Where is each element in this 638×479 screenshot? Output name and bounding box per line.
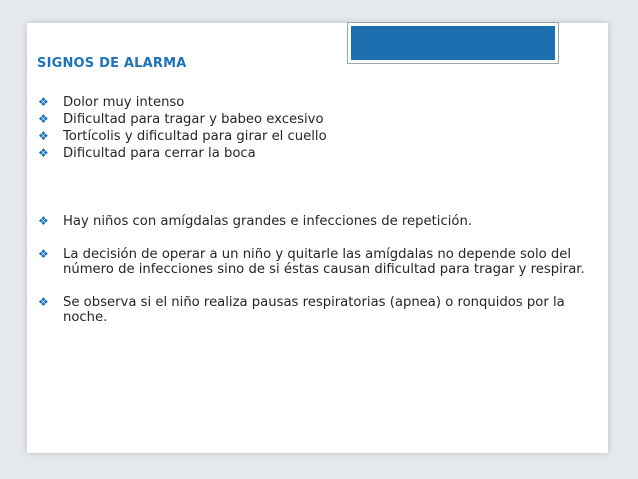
slide bbox=[27, 23, 608, 453]
list-item bbox=[37, 295, 602, 325]
list-item bbox=[37, 146, 327, 161]
list-item bbox=[37, 112, 327, 127]
list-item-text: Hay niños con amígdalas grandes e infecciones de repetición. bbox=[63, 214, 472, 229]
diamond-bullet-icon: ❖ bbox=[38, 129, 49, 143]
list-item bbox=[37, 129, 327, 144]
diamond-bullet-icon: ❖ bbox=[38, 95, 49, 109]
decorative-header-block bbox=[348, 23, 558, 63]
list-item-text: Se observa si el niño realiza pausas respiratorias (apnea) o ronquidos por la noche. bbox=[63, 295, 565, 325]
slide-title: SIGNOS DE ALARMA bbox=[37, 56, 187, 71]
diamond-bullet-icon: ❖ bbox=[38, 295, 49, 309]
list-item bbox=[37, 247, 602, 277]
list-item bbox=[37, 95, 327, 110]
diamond-bullet-icon: ❖ bbox=[38, 247, 49, 261]
list-item-text: Tortícolis y dificultad para girar el cuello bbox=[63, 129, 327, 144]
notes-list bbox=[37, 214, 602, 343]
list-item bbox=[37, 214, 602, 229]
list-item-text: Dificultad para cerrar la boca bbox=[63, 146, 256, 161]
diamond-bullet-icon: ❖ bbox=[38, 112, 49, 126]
list-item-text: Dificultad para tragar y babeo excesivo bbox=[63, 112, 324, 127]
list-item-text: La decisión de operar a un niño y quitarle las amígdalas no depende solo del número de infecciones sino de si éstas causan dificultad para tragar y respirar. bbox=[63, 247, 585, 277]
list-item-text: Dolor muy intenso bbox=[63, 95, 185, 110]
diamond-bullet-icon: ❖ bbox=[38, 146, 49, 160]
diamond-bullet-icon: ❖ bbox=[38, 214, 49, 228]
alarm-signs-list bbox=[37, 95, 327, 163]
